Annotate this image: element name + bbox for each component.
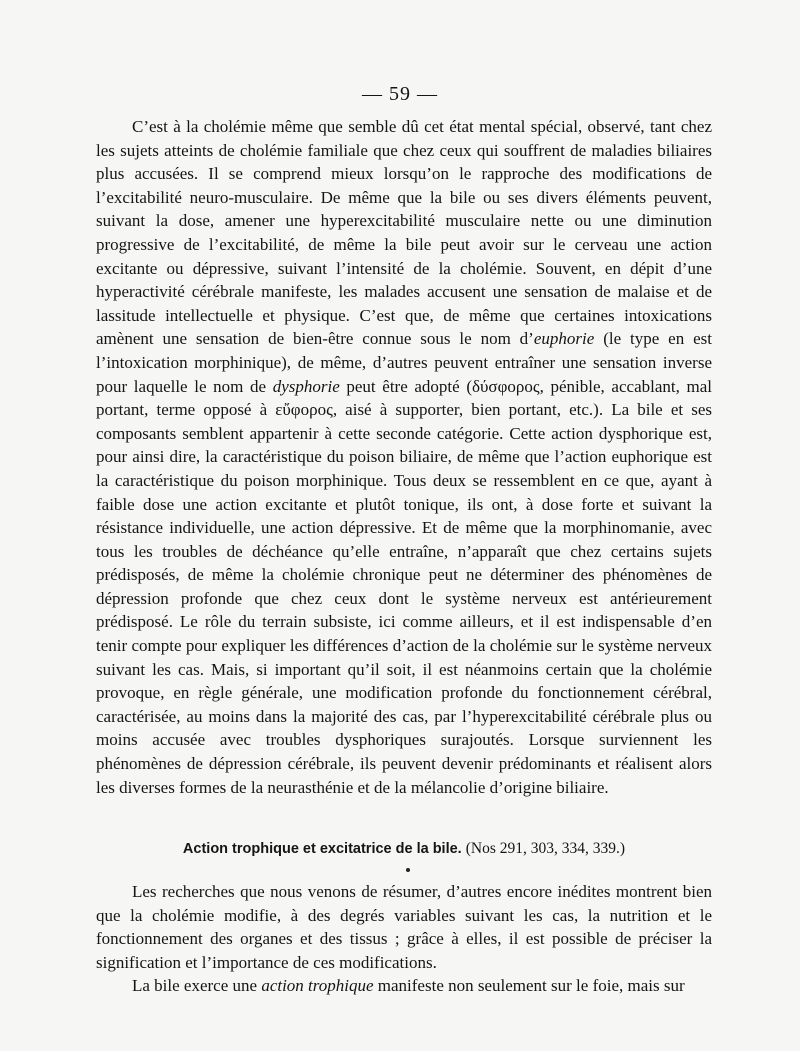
paragraph-text: peut être adopté (δύσφορος, pénible, accablant, mal portant, terme opposé à εὔφορος, aisé à supporter, bien portant, etc.). La bile et ses composants semblent appartenir à cette seconde catégorie. Cette action dysphorique est, pour ainsi dire, la caractéristique du poison biliaire, de même que l’action euphorique est la caractéristique du poison morphinique. Tous deux se ressemblent en ce que, ayant à faible dose une action excitante et plutôt tonique, ils ont, à dose forte et suivant la résistance individuelle, une action dépressive. Et de même que la morphinomanie, avec tous les troubles de déchéance qu’elle entraîne, n’apparaît que chez certains sujets prédisposés, de même la cholémie chronique peut ne déterminer des phénomènes de dépression profonde que chez ceux dont le système nerveux est antérieurement prédisposé. Le rôle du terrain subsiste, ici comme ailleurs, et il est indispensable d’en tenir compte pour expliquer les différences d’action de la cholémie sur le système nerveux suivant les cas. Mais, si important qu’il soit, il est néanmoins certain que la cholémie provoque, en règle générale, une modification profonde du fonctionnement cérébral, caractérisée, au moins dans la majorité des cas, par l’hyperexcitabilité cérébrale plus ou moins accusée avec troubles dysphoriques surajoutés. Lorsque surviennent les phénomènes de dépression cérébrale, ils peuvent devenir prédominants et réalisent alors les diverses formes de la neurasthénie et de la mélancolie d’origine biliaire. bbox=[96, 376, 712, 797]
paragraph-text: C’est à la cholémie même que semble dû cet état mental spécial, observé, tant chez les sujets atteints de cholémie familiale que chez ceux qui souffrent de maladies biliaires plus accusées. Il se comprend mieux lorsqu’on le rapproche des modifications de l’excitabilité neuro-musculaire. De même que la bile ou ses divers éléments peuvent, suivant la dose, amener une hyperexcitabilité musculaire nette ou une diminution progressive de l’excitabilité, de même la bile peut avoir sur le cerveau une action excitante ou dépressive, suivant l’intensité de la cholémie. Souvent, en dépit d’une hyperactivité cérébrale manifeste, les malades accusent une sensation de malaise et de lassitude intellectuelle et physique. C’est que, de même que certaines intoxications amènent une sensation de bien-être connue sous le nom d’ bbox=[96, 117, 712, 349]
term-action-trophique: action trophique bbox=[261, 976, 374, 996]
paragraph-action-trophique bbox=[96, 974, 712, 998]
term-dysphorie: dysphorie bbox=[272, 376, 340, 396]
page-number: — 59 — bbox=[362, 83, 438, 105]
term-euphorie: euphorie bbox=[533, 329, 595, 349]
ink-dot bbox=[406, 868, 410, 872]
section-title: Action trophique et excitatrice de la bile. bbox=[182, 841, 462, 857]
main-text-block bbox=[96, 115, 712, 799]
paragraph-recherches: Les recherches que nous venons de résumer, d’autres encore inédites montrent bien que la cholémie modifie, à des degrés variables suivant les cas, la nutrition et le fonctionnement des organes et des tissus ; grâce à elles, il est possible de préciser la signification et l’importance de ces modifications. bbox=[96, 882, 712, 972]
section-heading bbox=[96, 840, 712, 858]
second-text-block bbox=[96, 880, 712, 998]
paragraph-text: La bile exerce une bbox=[132, 976, 262, 996]
paragraph-text: (le type en est l’intoxication morphinique), de même, d’autres peuvent entraîner une sensation inverse pour laquelle le nom de bbox=[96, 329, 712, 396]
paragraph-cholemie-mental bbox=[96, 115, 712, 799]
section-references: (Nos 291, 303, 334, 339.) bbox=[465, 840, 626, 857]
paragraph-text: manifeste non seulement sur le foie, mais sur bbox=[373, 976, 685, 996]
